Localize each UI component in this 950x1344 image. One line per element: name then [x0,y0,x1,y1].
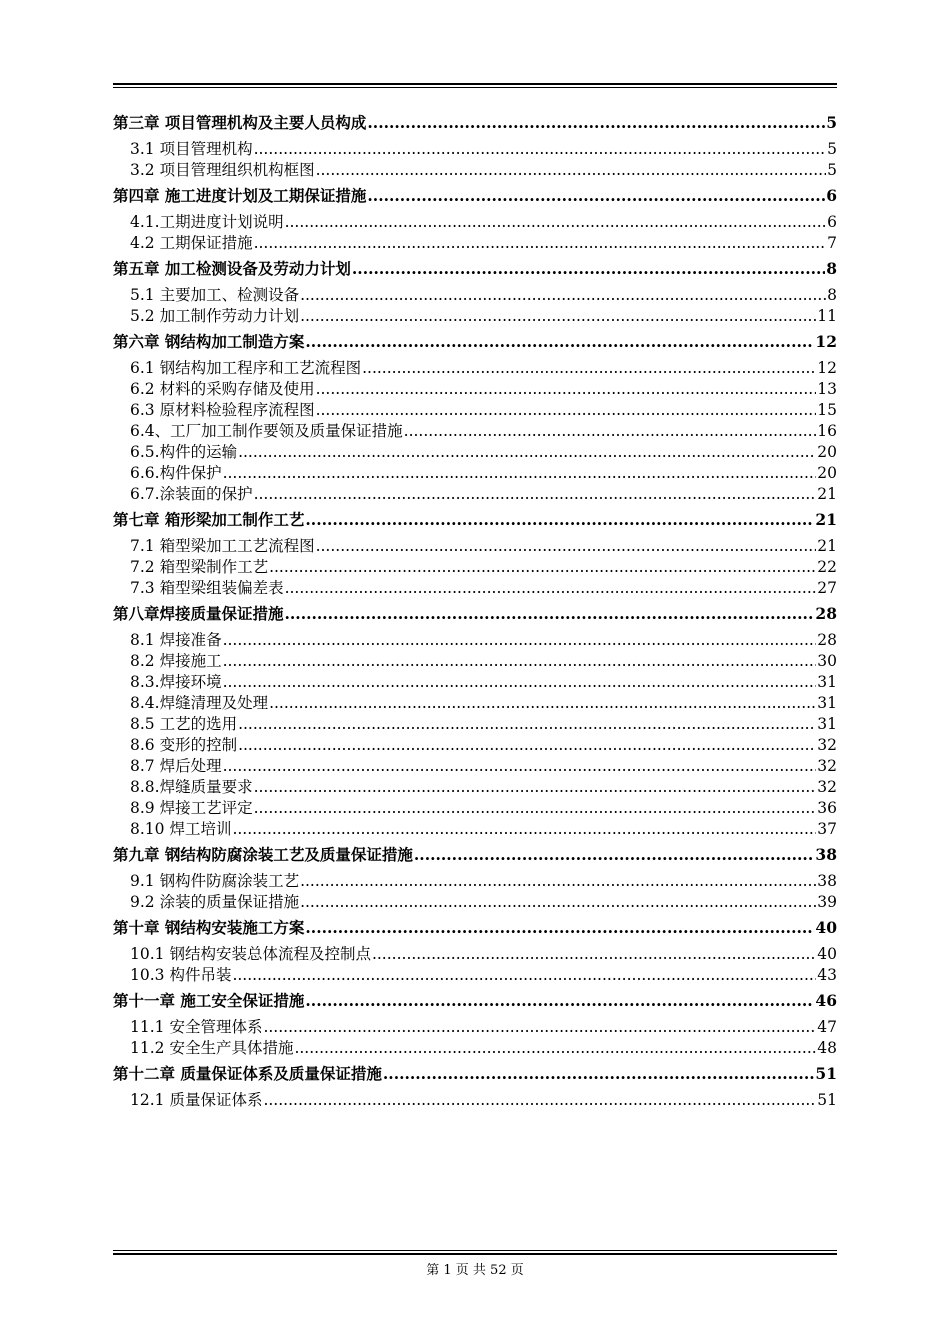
toc-chapter-entry-page-number: 12 [815,332,837,351]
toc-section-entry-title: 6.1 钢结构加工程序和工艺流程图 [130,359,362,377]
dot-leader [238,735,816,756]
toc-section-entry-title: 7.1 箱型梁加工工艺流程图 [130,537,315,555]
toc-section-entry-title: 8.3.焊接环境 [130,673,222,691]
footer-rule [113,1250,837,1255]
toc-chapter-entry[interactable] [113,185,837,206]
toc-section-entry[interactable] [113,672,837,693]
dot-leader [238,442,816,463]
toc-section-entry[interactable] [113,1038,837,1059]
toc-chapter-entry-page-number: 8 [826,259,837,278]
toc-section-entry-page-number: 15 [817,401,837,419]
dot-leader [223,630,817,651]
toc-section-entry-title: 5.1 主要加工、检测设备 [130,286,300,304]
toc-section-entry[interactable] [113,798,837,819]
dot-leader [305,990,814,1011]
toc-section-entry-title: 6.7.涂装面的保护 [130,485,253,503]
toc-section-entry-page-number: 21 [817,537,837,555]
toc-section-entry-title: 8.5 工艺的选用 [130,715,238,733]
dot-leader [254,777,817,798]
toc-section-entry-page-number: 6 [827,213,837,231]
toc-chapter-entry[interactable] [113,603,837,624]
dot-leader [316,536,817,557]
toc-section-entry-title: 10.3 构件吊装 [130,966,232,984]
dot-leader [232,965,816,986]
toc-section-entry-title: 8.6 变形的控制 [130,736,238,754]
dot-leader [223,651,817,672]
dot-leader [254,484,817,505]
toc-section-entry-page-number: 36 [817,799,837,817]
toc-section-entry-page-number: 21 [817,485,837,503]
toc-section-entry-title: 11.1 安全管理体系 [130,1018,263,1036]
toc-chapter-entry-title: 第九章 钢结构防腐涂装工艺及质量保证措施 [113,845,413,864]
toc-section-entry-page-number: 22 [817,558,837,576]
toc-chapter-entry[interactable] [113,112,837,133]
dot-leader [372,944,816,965]
dot-leader [254,139,827,160]
toc-section-entry[interactable] [113,139,837,160]
toc-section-entry-title: 6.6.构件保护 [130,464,222,482]
toc-section-entry[interactable] [113,651,837,672]
toc-section-entry-title: 6.2 材料的采购存储及使用 [130,380,315,398]
toc-section-entry-page-number: 13 [817,380,837,398]
toc-section-entry[interactable] [113,463,837,484]
toc-section-entry-title: 6.5.构件的运输 [130,443,238,461]
dot-leader [223,463,817,484]
toc-section-entry-title: 8.7 焊后处理 [130,757,222,775]
toc-section-entry-page-number: 51 [817,1091,837,1109]
dot-leader [263,1090,816,1111]
toc-chapter-entry-page-number: 46 [815,991,837,1010]
dot-leader [223,756,817,777]
dot-leader [305,509,814,530]
toc-section-entry[interactable] [113,484,837,505]
toc-section-entry[interactable] [113,285,837,306]
toc-section-entry-title: 8.2 焊接施工 [130,652,222,670]
dot-leader [300,285,826,306]
toc-section-entry[interactable] [113,1090,837,1111]
toc-chapter-entry-title: 第三章 项目管理机构及主要人员构成 [113,113,367,132]
toc-section-entry-page-number: 40 [817,945,837,963]
toc-section-entry-title: 8.4.焊缝清理及处理 [130,694,269,712]
toc-section-entry[interactable] [113,306,837,327]
dot-leader [232,819,816,840]
toc-section-entry[interactable] [113,892,837,913]
toc-section-entry-page-number: 30 [817,652,837,670]
toc-section-entry-page-number: 5 [827,140,837,158]
toc-section-entry-page-number: 31 [817,715,837,733]
dot-leader [300,306,816,327]
toc-chapter-entry-page-number: 6 [826,186,837,205]
toc-section-entry-title: 10.1 钢结构安装总体流程及控制点 [130,945,371,963]
toc-section-entry-page-number: 11 [817,307,837,325]
toc-section-entry-title: 11.2 安全生产具体措施 [130,1039,294,1057]
toc-section-entry[interactable] [113,1017,837,1038]
toc-section-entry[interactable] [113,714,837,735]
dot-leader [285,212,827,233]
table-of-contents [113,112,837,1111]
toc-section-entry-title: 8.9 焊接工艺评定 [130,799,253,817]
toc-section-entry[interactable] [113,871,837,892]
toc-chapter-entry-title: 第八章焊接质量保证措施 [113,604,284,623]
toc-section-entry-title: 6.4、工厂加工制作要领及质量保证措施 [130,422,403,440]
toc-chapter-entry[interactable] [113,509,837,530]
toc-chapter-entry-title: 第七章 箱形梁加工制作工艺 [113,510,305,529]
toc-chapter-entry[interactable] [113,1063,837,1084]
dot-leader [254,233,827,254]
toc-section-entry-title: 3.1 项目管理机构 [130,140,253,158]
toc-section-entry-page-number: 20 [817,443,837,461]
toc-section-entry-page-number: 39 [817,893,837,911]
toc-section-entry-page-number: 31 [817,694,837,712]
dot-leader [269,557,816,578]
dot-leader [404,421,817,442]
toc-section-entry[interactable] [113,421,837,442]
toc-chapter-entry[interactable] [113,331,837,352]
toc-section-entry[interactable] [113,819,837,840]
toc-section-entry-page-number: 31 [817,673,837,691]
toc-section-entry[interactable] [113,944,837,965]
dot-leader [300,892,816,913]
toc-section-entry-title: 8.1 焊接准备 [130,631,222,649]
toc-chapter-entry-page-number: 51 [815,1064,837,1083]
toc-section-entry-title: 7.3 箱型梁组装偏差表 [130,579,284,597]
toc-section-entry[interactable] [113,557,837,578]
dot-leader [285,578,817,599]
dot-leader [367,185,825,206]
toc-section-entry-page-number: 32 [817,778,837,796]
dot-leader [352,258,825,279]
dot-leader [294,1038,816,1059]
dot-leader [316,379,817,400]
dot-leader [383,1063,815,1084]
toc-section-entry-page-number: 7 [827,234,837,252]
toc-section-entry-title: 8.8.焊缝质量要求 [130,778,253,796]
toc-section-entry-page-number: 12 [817,359,837,377]
toc-section-entry[interactable] [113,756,837,777]
toc-section-entry-page-number: 47 [817,1018,837,1036]
toc-section-entry[interactable] [113,233,837,254]
header-rule [113,83,837,88]
dot-leader [263,1017,816,1038]
toc-section-entry-title: 4.2 工期保证措施 [130,234,253,252]
toc-chapter-entry-title: 第十一章 施工安全保证措施 [113,991,305,1010]
toc-section-entry[interactable] [113,536,837,557]
toc-chapter-entry-page-number: 38 [815,845,837,864]
toc-section-entry[interactable] [113,358,837,379]
toc-section-entry-page-number: 5 [827,161,837,179]
toc-section-entry-title: 9.1 钢构件防腐涂装工艺 [130,872,300,890]
toc-section-entry-page-number: 16 [817,422,837,440]
toc-section-entry[interactable] [113,578,837,599]
toc-chapter-entry[interactable] [113,844,837,865]
toc-section-entry[interactable] [113,777,837,798]
toc-section-entry-page-number: 27 [817,579,837,597]
dot-leader [254,798,817,819]
toc-section-entry-title: 7.2 箱型梁制作工艺 [130,558,269,576]
toc-section-entry-title: 3.2 项目管理组织机构框图 [130,161,315,179]
toc-section-entry[interactable] [113,442,837,463]
dot-leader [269,693,816,714]
toc-chapter-entry-page-number: 21 [815,510,837,529]
toc-section-entry-page-number: 20 [817,464,837,482]
dot-leader [414,844,815,865]
page-footer: 第 1 页 共 52 页 [426,1263,524,1278]
toc-section-entry[interactable] [113,630,837,651]
toc-section-entry-page-number: 48 [817,1039,837,1057]
toc-section-entry-page-number: 28 [817,631,837,649]
toc-section-entry[interactable] [113,693,837,714]
toc-section-entry-page-number: 32 [817,736,837,754]
toc-section-entry[interactable] [113,160,837,181]
toc-section-entry[interactable] [113,379,837,400]
dot-leader [362,358,816,379]
dot-leader [223,672,817,693]
toc-chapter-entry-title: 第十二章 质量保证体系及质量保证措施 [113,1064,382,1083]
toc-section-entry-title: 4.1.工期进度计划说明 [130,213,284,231]
toc-chapter-entry-title: 第四章 施工进度计划及工期保证措施 [113,186,367,205]
toc-section-entry-page-number: 38 [817,872,837,890]
toc-section-entry-title: 12.1 质量保证体系 [130,1091,263,1109]
dot-leader [238,714,816,735]
toc-chapter-entry-page-number: 28 [815,604,837,623]
dot-leader [300,871,816,892]
toc-section-entry-page-number: 32 [817,757,837,775]
toc-section-entry-title: 6.3 原材料检验程序流程图 [130,401,315,419]
dot-leader [316,160,827,181]
dot-leader [316,400,817,421]
toc-chapter-entry-title: 第五章 加工检测设备及劳动力计划 [113,259,351,278]
toc-section-entry-page-number: 43 [817,966,837,984]
toc-chapter-entry[interactable] [113,917,837,938]
toc-chapter-entry-title: 第六章 钢结构加工制造方案 [113,332,305,351]
toc-chapter-entry-page-number: 40 [815,918,837,937]
toc-section-entry-page-number: 37 [817,820,837,838]
dot-leader [305,917,814,938]
dot-leader [305,331,814,352]
toc-section-entry[interactable] [113,212,837,233]
toc-section-entry-title: 8.10 焊工培训 [130,820,232,838]
toc-chapter-entry-page-number: 5 [826,113,837,132]
dot-leader [367,112,825,133]
toc-section-entry-title: 9.2 涂装的质量保证措施 [130,893,300,911]
toc-section-entry[interactable] [113,965,837,986]
toc-section-entry[interactable] [113,400,837,421]
toc-section-entry-title: 5.2 加工制作劳动力计划 [130,307,300,325]
toc-section-entry-page-number: 8 [827,286,837,304]
toc-chapter-entry-title: 第十章 钢结构安装施工方案 [113,918,305,937]
dot-leader [285,603,815,624]
toc-section-entry[interactable] [113,735,837,756]
toc-chapter-entry[interactable] [113,258,837,279]
toc-chapter-entry[interactable] [113,990,837,1011]
